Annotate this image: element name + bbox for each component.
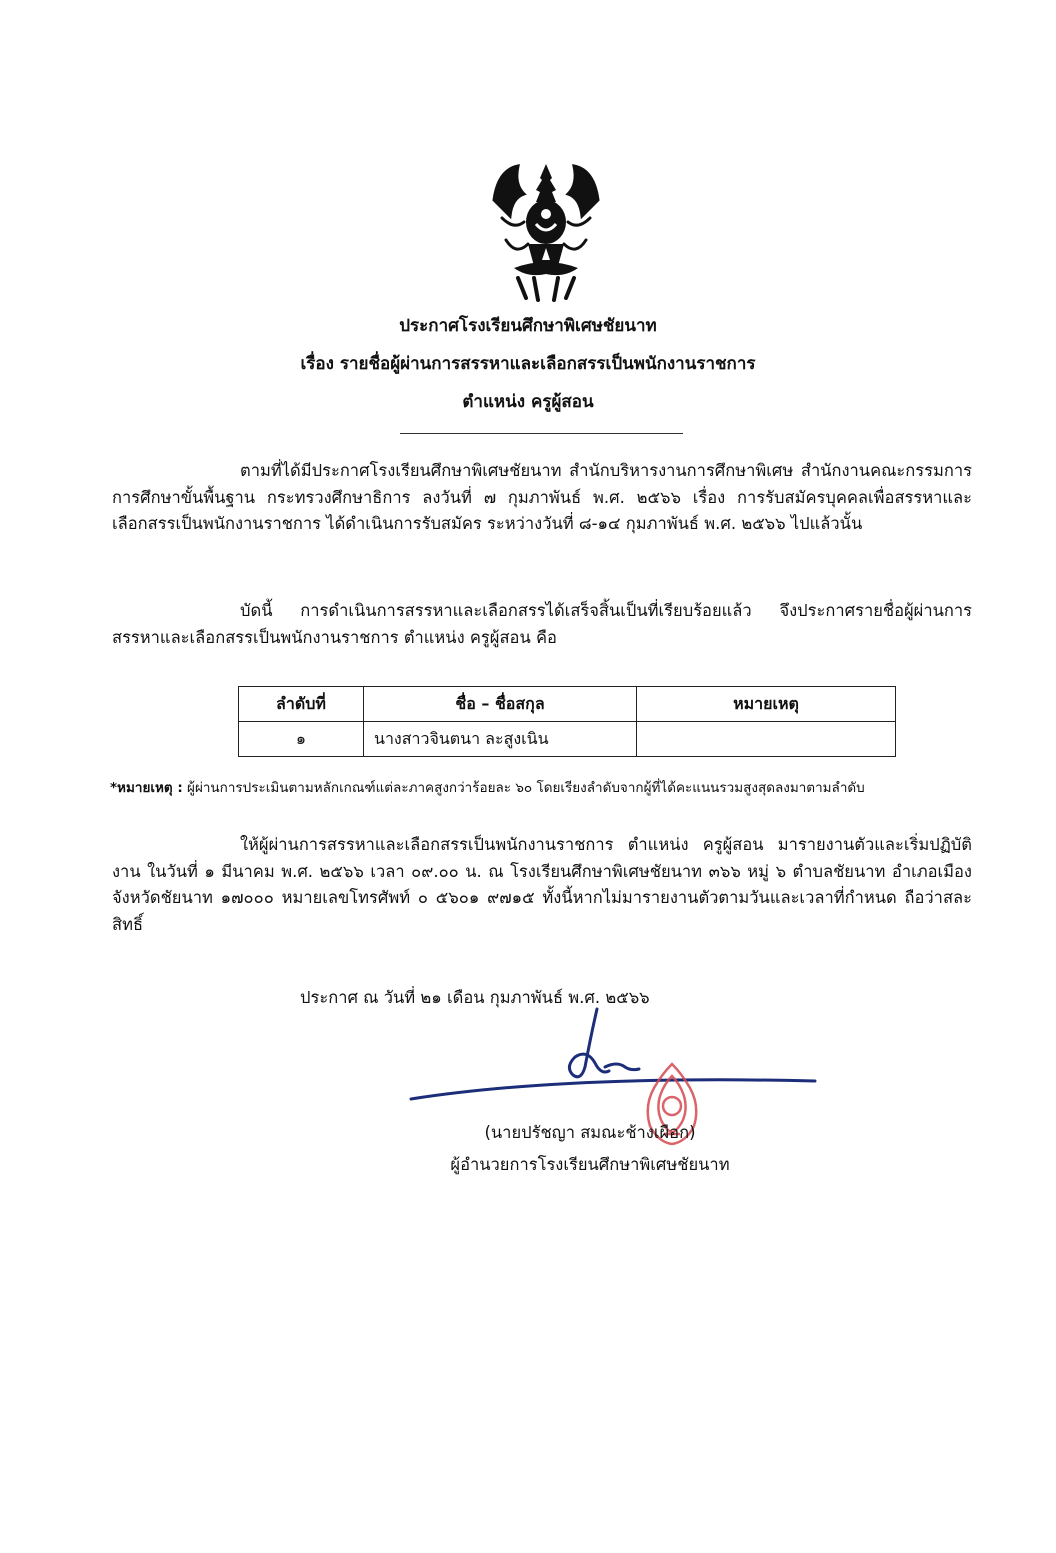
garuda-emblem-icon bbox=[484, 160, 608, 302]
signer-name: (นายปรัชญา สมณะช้างเผือก) bbox=[484, 1123, 696, 1142]
title-divider bbox=[400, 433, 683, 434]
cell-name: นางสาวจินตนา ละสูงเนิน bbox=[364, 722, 637, 757]
column-header-number: ลำดับที่ bbox=[239, 687, 364, 722]
footnote-label: *หมายเหตุ : bbox=[110, 780, 183, 796]
announcement-date: ประกาศ ณ วันที่ ๒๑ เดือน กุมภาพันธ์ พ.ศ. ๒๕๖๖ bbox=[300, 988, 650, 1007]
announcement-subject: เรื่อง รายชื่อผู้ผ่านการสรรหาและเลือกสรรเป็นพนักงานราชการ bbox=[300, 354, 756, 374]
cell-remark bbox=[637, 722, 896, 757]
candidate-table bbox=[238, 686, 896, 757]
table-header-row bbox=[239, 687, 896, 722]
paragraph-reporting-text: ให้ผู้ผ่านการสรรหาและเลือกสรรเป็นพนักงานราชการ ตำแหน่ง ครูผู้สอน มารายงานตัวและเริ่มปฏิบัติงาน ในวันที่ ๑ มีนาคม พ.ศ. ๒๕๖๖ เวลา ๐๙.๐๐ น. ณ โรงเรียนศึกษาพิเศษชัยนาท ๓๖๖ หมู่ ๖ ตำบลชัยนาท อำเภอเมือง จังหวัดชัยนาท ๑๗๐๐๐ หมายเลขโทรศัพท์ ๐ ๕๖๐๑ ๙๗๑๕ ทั้งนี้หากไม่มารายงานตัวตามวันและเวลาที่กำหนด ถือว่าสละสิทธิ์ bbox=[112, 835, 972, 934]
paragraph-announcement bbox=[112, 598, 972, 651]
paragraph-background bbox=[112, 458, 972, 538]
paragraph-background-text: ตามที่ได้มีประกาศโรงเรียนศึกษาพิเศษชัยนาท สำนักบริหารงานการศึกษาพิเศษ สำนักงานคณะกรรมการการศึกษาขั้นพื้นฐาน กระทรวงศึกษาธิการ ลงวันที่ ๗ กุมภาพันธ์ พ.ศ. ๒๕๖๖ เรื่อง การรับสมัครบุคคลเพื่อสรรหาและเลือกสรรเป็นพนักงานราชการ ได้ดำเนินการรับสมัคร ระหว่างวันที่ ๘-๑๔ กุมภาพันธ์ พ.ศ. ๒๕๖๖ ไปแล้วนั้น bbox=[112, 461, 972, 533]
paragraph-reporting bbox=[112, 832, 972, 938]
signature-image bbox=[405, 1005, 835, 1115]
table-footnote bbox=[110, 776, 990, 798]
signer-position: ผู้อำนวยการโรงเรียนศึกษาพิเศษชัยนาท bbox=[450, 1155, 730, 1174]
paragraph-announcement-text: บัดนี้ การดำเนินการสรรหาและเลือกสรรได้เสร็จสิ้นเป็นที่เรียบร้อยแล้ว จึงประกาศรายชื่อผู้ผ่านการสรรหาและเลือกสรรเป็นพนักงานราชการ ตำแหน่ง ครูผู้สอน คือ bbox=[112, 601, 972, 647]
column-header-remark: หมายเหตุ bbox=[637, 687, 896, 722]
announcement-title: ประกาศโรงเรียนศึกษาพิเศษชัยนาท bbox=[399, 316, 657, 336]
cell-number: ๑ bbox=[239, 722, 364, 757]
announcement-position: ตำแหน่ง ครูผู้สอน bbox=[462, 392, 594, 412]
footnote-text: ผู้ผ่านการประเมินตามหลักเกณฑ์แต่ละภาคสูงกว่าร้อยละ ๖๐ โดยเรียงลำดับจากผู้ที่ได้คะแนนรวมสูงสุดลงมาตามลำดับ bbox=[187, 780, 865, 796]
column-header-name: ชื่อ – ชื่อสกุล bbox=[364, 687, 637, 722]
table-row bbox=[239, 722, 896, 757]
